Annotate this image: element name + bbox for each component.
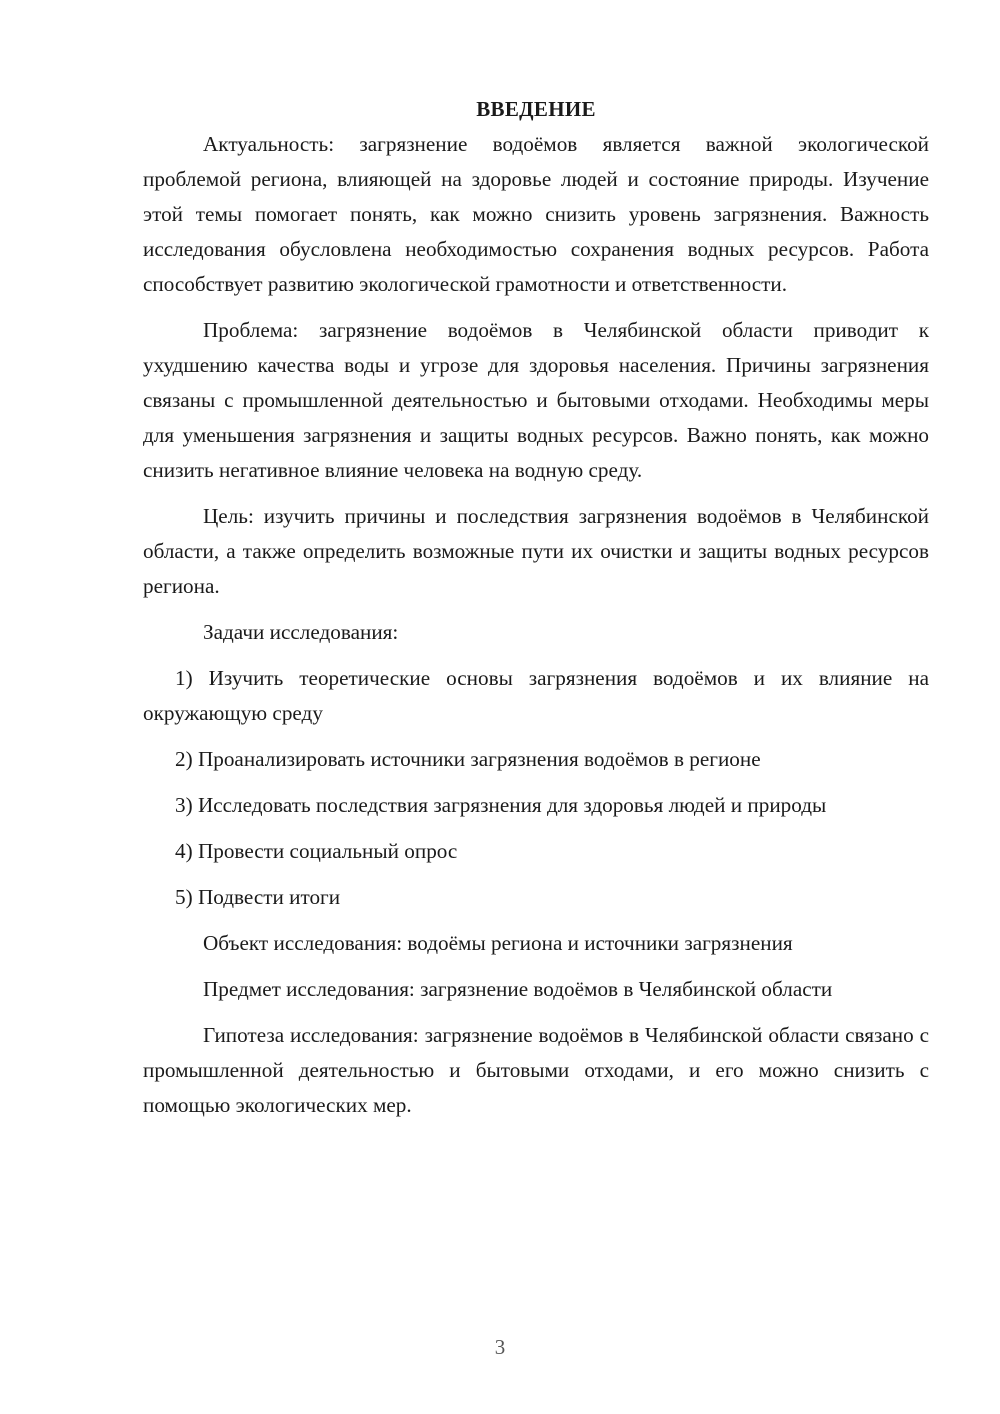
paragraph-hypothesis: Гипотеза исследования: загрязнение водоёмов в Челябинской области связано с промышленной деятельностью и бытовыми отходами, и его можно снизить с помощью экологических мер. [143,1023,929,1117]
document-page [143,92,929,1123]
paragraph-problem: Проблема: загрязнение водоёмов в Челябинской области приводит к ухудшению качества воды и угрозе для здоровья населения. Причины загрязнения связаны с промышленной деятельностью и бытовыми отходами. Необходимы меры для уменьшения загрязнения и защиты водных ресурсов. Важно понять, как можно снизить негативное влияние человека на водную среду. [143,318,929,482]
paragraph-subject: Предмет исследования: загрязнение водоёмов в Челябинской области [203,977,833,1001]
task-item: 5) Подвести итоги [175,885,341,909]
task-item: 3) Исследовать последствия загрязнения для здоровья людей и природы [175,793,827,817]
paragraph-object: Объект исследования: водоёмы региона и источники загрязнения [203,931,793,955]
task-item: 1) Изучить теоретические основы загрязнения водоёмов и их влияние на окружающую среду [143,666,929,725]
paragraph-goal: Цель: изучить причины и последствия загрязнения водоёмов в Челябинской области, а также определить возможные пути их очистки и защиты водных ресурсов региона. [143,504,929,598]
task-item: 2) Проанализировать источники загрязнения водоёмов в регионе [175,747,761,771]
paragraph-relevance: Актуальность: загрязнение водоёмов является важной экологической проблемой региона, влияющей на здоровье людей и состояние природы. Изучение этой темы помогает понять, как можно снизить уровень загрязнения. Важность исследования обусловлена необходимостью сохранения водных ресурсов. Работа способствует развитию экологической грамотности и ответственности. [143,132,929,296]
tasks-heading: Задачи исследования: [203,620,399,644]
task-item: 4) Провести социальный опрос [175,839,458,863]
page-number: 3 [494,1335,506,1359]
section-title: ВВЕДЕНИЕ [476,97,596,121]
